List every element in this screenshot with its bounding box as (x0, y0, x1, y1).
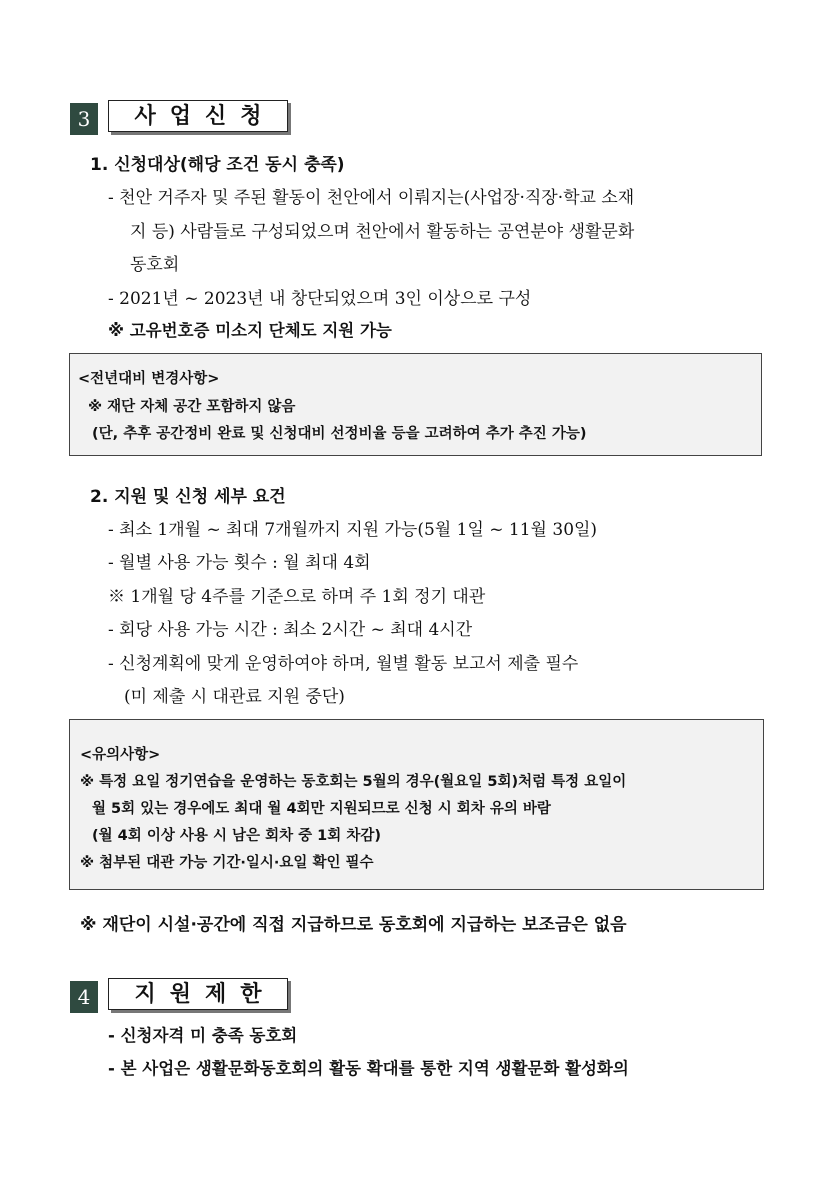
final-note: ※ 재단이 시설·공간에 직접 지급하므로 동호회에 지급하는 보조금은 없음 (80, 915, 627, 935)
body-line: - 본 사업은 생활문화동호회의 활동 확대를 통한 지역 생활문화 활성화의 (108, 1059, 629, 1078)
body-line: (미 제출 시 대관료 지원 중단) (124, 687, 345, 707)
body-line: 지 등) 사람들로 구성되었으며 천안에서 활동하는 공연분야 생활문화 (130, 222, 635, 242)
body-line: 동호회 (130, 255, 180, 275)
body-line: - 신청자격 미 충족 동호회 (108, 1026, 298, 1045)
box-title: <전년대비 변경사항> (78, 371, 220, 387)
body-line: - 2021년 ~ 2023년 내 창단되었으며 3인 이상으로 구성 (108, 289, 532, 309)
subsection-heading: 2. 지원 및 신청 세부 요건 (90, 487, 286, 507)
body-line: - 천안 거주자 및 주된 활동이 천안에서 이뤄지는(사업장·직장·학교 소재 (108, 188, 635, 208)
box-line: ※ 첨부된 대관 가능 기간·일시·요일 확인 필수 (80, 855, 374, 871)
box-line: ※ 특정 요일 정기연습을 운영하는 동호회는 5월의 경우(월요일 5회)처럼 특정 요일이 (80, 774, 627, 790)
section-title: 사업신청 (108, 100, 288, 132)
box-line: ※ 재단 자체 공간 포함하지 않음 (88, 399, 296, 415)
body-line: - 회당 사용 가능 시간 : 최소 2시간 ~ 최대 4시간 (108, 620, 473, 640)
section-number: 3 (70, 103, 98, 135)
section-title: 지원제한 (108, 978, 288, 1010)
body-line: - 최소 1개월 ~ 최대 7개월까지 지원 가능(5월 1일 ~ 11월 30일) (108, 520, 598, 540)
box-title: <유의사항> (80, 747, 161, 763)
change-notice-box (69, 353, 762, 456)
box-line: (단, 추후 공간정비 완료 및 신청대비 선정비율 등을 고려하여 추가 추진 가능) (92, 426, 587, 442)
caution-box (69, 719, 764, 890)
body-line: - 월별 사용 가능 횟수 : 월 최대 4회 (108, 553, 371, 573)
box-line: (월 4회 이상 사용 시 남은 회차 중 1회 차감) (92, 828, 381, 844)
body-line: - 신청계획에 맞게 운영하여야 하며, 월별 활동 보고서 제출 필수 (108, 654, 579, 674)
body-line: ※ 1개월 당 4주를 기준으로 하며 주 1회 정기 대관 (108, 587, 486, 607)
note-line: ※ 고유번호증 미소지 단체도 지원 가능 (108, 321, 392, 340)
section-number: 4 (70, 981, 98, 1013)
box-line: 월 5회 있는 경우에도 최대 월 4회만 지원되므로 신청 시 회차 유의 바람 (92, 801, 551, 817)
subsection-heading: 1. 신청대상(해당 조건 동시 충족) (90, 155, 345, 175)
